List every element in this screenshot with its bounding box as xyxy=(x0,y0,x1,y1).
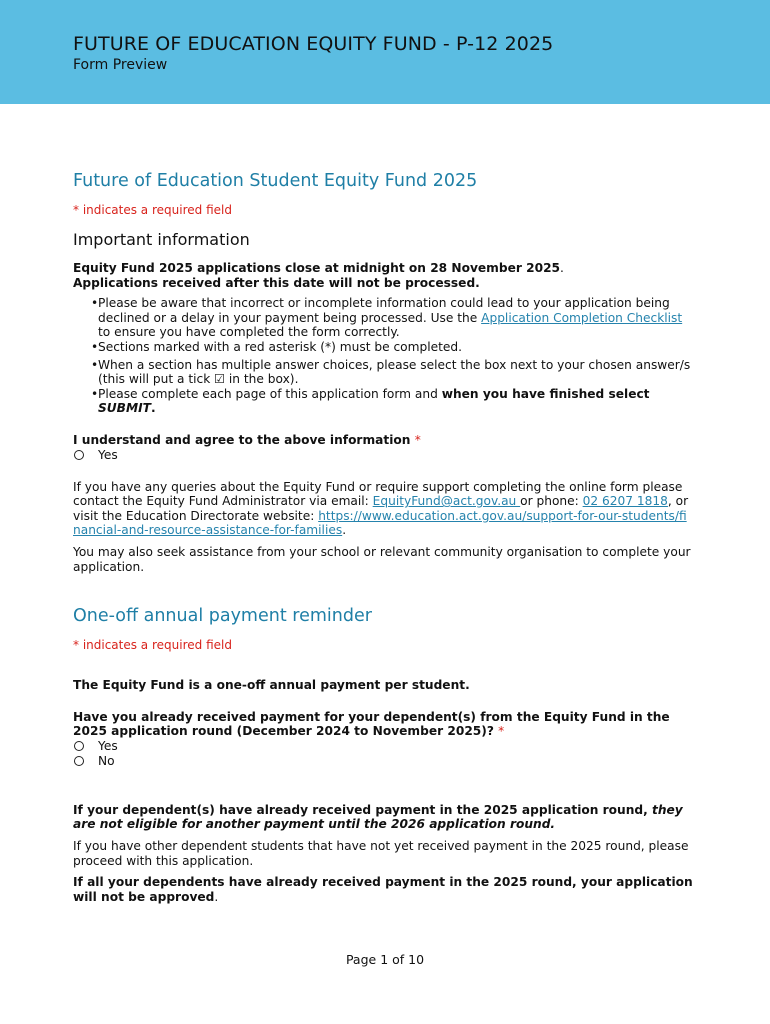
agree-yes-option[interactable]: Yes xyxy=(73,448,693,463)
list-item: • Please complete each page of this application form and when you have finished select SUBMIT. xyxy=(91,386,650,416)
email-link[interactable]: EquityFund@act.gov.au xyxy=(372,494,521,509)
section-title-payment-reminder: One-off annual payment reminder xyxy=(73,606,372,627)
payment-yes-option[interactable]: Yes xyxy=(73,739,693,754)
other-dependents-paragraph: If you have other dependent students that have not yet received payment in the 2025 round, please proceed with this application. xyxy=(73,839,689,868)
one-off-statement: The Equity Fund is a one-off annual payment per student. xyxy=(73,678,470,693)
required-asterisk: * xyxy=(414,432,421,447)
header-banner xyxy=(0,0,770,104)
payment-no-option[interactable]: No xyxy=(73,754,693,769)
radio-button[interactable] xyxy=(74,450,84,460)
website-link[interactable]: https://www.education.act.gov.au/support-for-our-students/financial-and-resource-assistance-for-families xyxy=(73,508,687,538)
form-content xyxy=(73,168,693,904)
deadline-notice: Equity Fund 2025 applications close at midnight on 28 November 2025. Applications received after this date will not be processed. xyxy=(73,261,564,290)
required-field-note: * indicates a required field xyxy=(73,638,232,653)
deadline-line-2: Applications received after this date will not be processed. xyxy=(73,275,480,290)
agree-question: I understand and agree to the above information * xyxy=(73,432,421,447)
assistance-paragraph: You may also seek assistance from your school or relevant community organisation to complete your application. xyxy=(73,544,691,574)
deadline-line-1: Equity Fund 2025 applications close at midnight on 28 November 2025 xyxy=(73,261,561,275)
form-subtitle: Form Preview xyxy=(73,57,168,73)
required-field-note: * indicates a required field xyxy=(73,203,232,217)
not-approved-notice: If all your dependents have already received payment in the 2025 round, your application will not be approved. xyxy=(73,875,693,904)
phone-link[interactable]: 02 6207 1818 xyxy=(582,494,668,509)
section-title-equity-fund: Future of Education Student Equity Fund 2025 xyxy=(73,171,478,191)
required-asterisk: * xyxy=(498,724,505,739)
page-number: Page 1 of 10 xyxy=(345,952,425,967)
list-item: • When a section has multiple answer choices, please select the box next to your chosen answer/s (this will put a tick ☑ in the box). xyxy=(91,357,691,387)
checklist-link[interactable]: Application Completion Checklist xyxy=(481,310,683,325)
radio-button[interactable] xyxy=(74,741,84,751)
list-item: • Sections marked with a red asterisk (*) must be completed. xyxy=(91,339,463,354)
important-information-heading: Important information xyxy=(73,230,250,249)
radio-button[interactable] xyxy=(74,756,84,766)
list-item: • Please be aware that incorrect or incomplete information could lead to your application being declined or a delay in your payment being processed. Use the Application Completion Checklist to ensure you have completed the form correctly. xyxy=(91,296,683,340)
form-title: FUTURE OF EDUCATION EQUITY FUND - P-12 2025 xyxy=(73,33,554,55)
payment-question: Have you already received payment for your dependent(s) from the Equity Fund in the 2025 application round (December 2024 to November 2025)? * xyxy=(73,709,670,739)
payment-warning: If your dependent(s) have already received payment in the 2025 application round, they are not eligible for another payment until the 2026 application round. xyxy=(73,802,683,832)
queries-paragraph: If you have any queries about the Equity Fund or require support completing the online form please contact the Equity Fund Administrator via email: EquityFund@act.gov.au or phone: 02 6207 1818, or visit the Education Directorate website: https://www.education.act.gov.au/support-for-our-students/financial-and-resource-assistance-for-families. xyxy=(73,479,689,538)
instructions-list xyxy=(73,296,693,416)
